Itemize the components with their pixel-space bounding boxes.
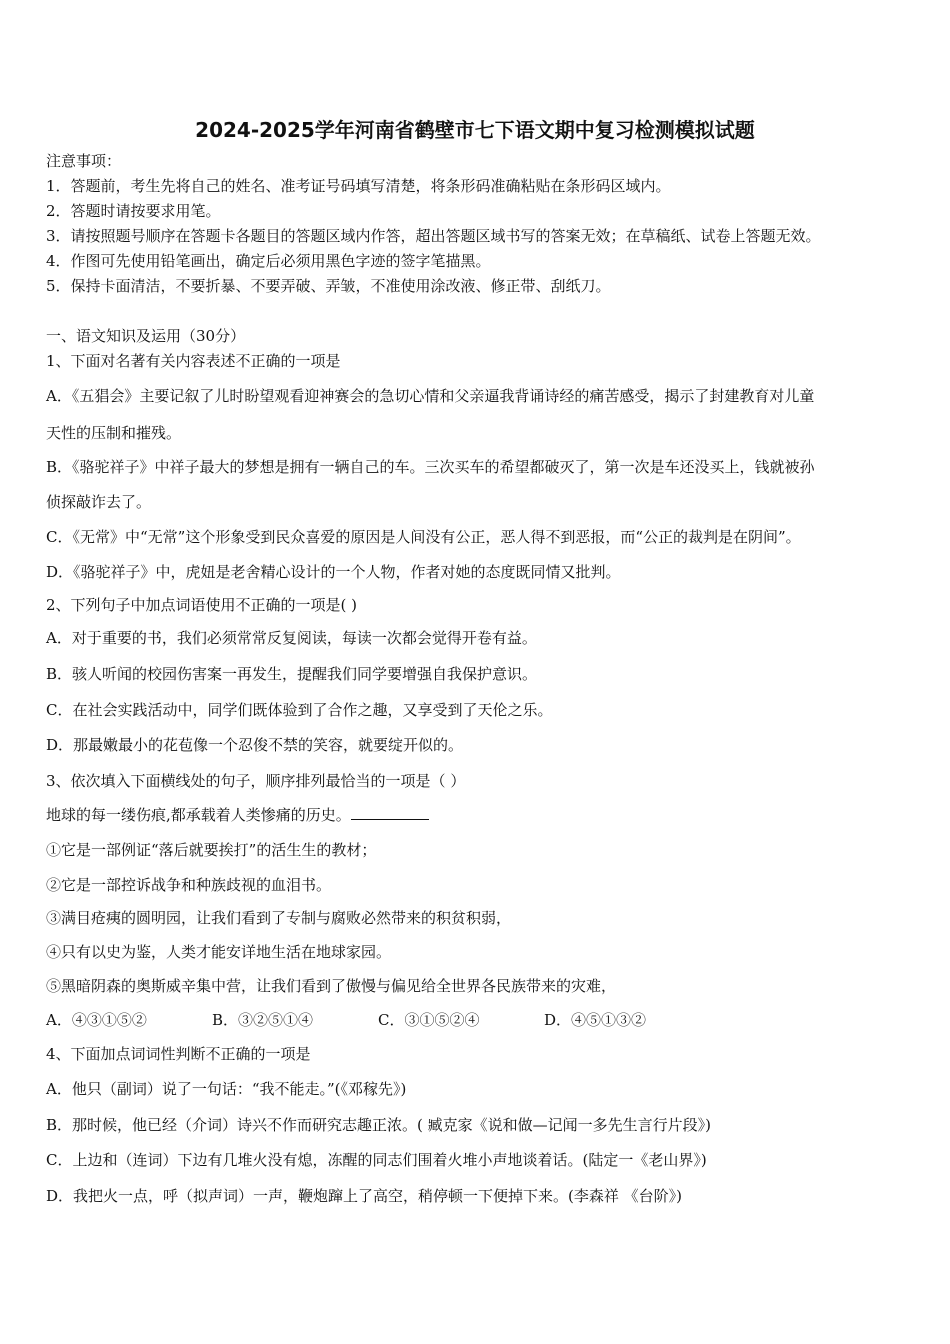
question-3-options xyxy=(46,1010,710,1030)
question-1-option-a: A．《五猖会》主要记叙了儿时盼望观看迎神赛会的急切心情和父亲逼我背诵诗经的痛苦感受，揭示了封建教育对儿童 xyxy=(46,387,815,405)
question-2-option-b: B．骇人听闻的校园伤害案一再发生，提醒我们同学要增强自我保护意识。 xyxy=(46,665,538,683)
question-4-option-c: C．上边和（连词）下边有几堆火没有熄，冻醒的同志们围着火堆小声地谈着话。(陆定一《老山界》) xyxy=(46,1151,707,1169)
notice-item: 4．作图可先使用铅笔画出，确定后必须用黑色字迹的签字笔描黑。 xyxy=(46,252,491,270)
question-3-lead xyxy=(46,805,429,825)
question-3-option-b: B．③②⑤①④ xyxy=(212,1011,314,1029)
question-3-option-a: A．④③①⑤② xyxy=(46,1011,147,1029)
question-2-option-c: C．在社会实践活动中，同学们既体验到了合作之趣，又享受到了天伦之乐。 xyxy=(46,701,553,719)
question-4-option-d: D．我把火一点，呼（拟声词）一声，鞭炮蹿上了高空，稍停顿一下便掉下来。(李森祥 《台阶》) xyxy=(46,1187,683,1205)
question-2-option-d: D．那最嫩最小的花苞像一个忍俊不禁的笑容，就要绽开似的。 xyxy=(46,736,464,754)
question-1-option-c: C．《无常》中“无常”这个形象受到民众喜爱的原因是人间没有公正，恶人得不到恶报，而“公正的裁判是在阴间”。 xyxy=(46,528,801,546)
question-3-item: ⑤黑暗阴森的奥斯威辛集中营，让我们看到了傲慢与偏见给全世界各民族带来的灾难， xyxy=(46,977,617,995)
question-4-option-b: B．那时候，他已经（介词）诗兴不作而研究志趣正浓。( 臧克家《说和做—记闻一多先生言行片段》) xyxy=(46,1116,711,1134)
notice-item: 2．答题时请按要求用笔。 xyxy=(46,202,221,220)
question-1-option-a-cont: 天性的压制和摧残。 xyxy=(46,424,182,442)
notice-item: 1．答题前，考生先将自己的姓名、准考证号码填写清楚，将条形码准确粘贴在条形码区域内。 xyxy=(46,177,671,195)
section-heading: 一、语文知识及运用（30分） xyxy=(46,327,246,345)
notice-item: 5．保持卡面清洁，不要折暴、不要弄破、弄皱，不准使用涂改液、修正带、刮纸刀。 xyxy=(46,277,611,295)
notice-item: 3．请按照题号顺序在答题卡各题目的答题区域内作答，超出答题区域书写的答案无效；在草稿纸、试卷上答题无效。 xyxy=(46,227,821,245)
question-3-option-c: C．③①⑤②④ xyxy=(378,1011,480,1029)
question-1-option-d: D．《骆驼祥子》中，虎妞是老舍精心设计的一个人物，作者对她的态度既同情又批判。 xyxy=(46,563,621,581)
question-3-item: ④只有以史为鉴，人类才能安详地生活在地球家园。 xyxy=(46,943,392,961)
notice-heading: 注意事项： xyxy=(46,152,122,170)
answer-blank xyxy=(351,805,429,820)
question-3-stem: 3、依次填入下面横线处的句子，顺序排列最恰当的一项是（ ） xyxy=(46,772,466,790)
question-3-item: ②它是一部控诉战争和种族歧视的血泪书。 xyxy=(46,876,332,894)
question-3-item: ①它是一部例证“落后就要挨打”的活生生的教材； xyxy=(46,841,377,859)
question-1-stem: 1、下面对名著有关内容表述不正确的一项是 xyxy=(46,352,341,370)
question-3-item: ③满目疮痍的圆明园，让我们看到了专制与腐败必然带来的积贫积弱， xyxy=(46,909,512,927)
question-2-stem: 2、下列句子中加点词语使用不正确的一项是( ) xyxy=(46,596,358,614)
question-1-option-b-cont: 侦探敲诈去了。 xyxy=(46,493,152,511)
question-3-lead-text: 地球的每一缕伤痕,都承载着人类惨痛的历史。 xyxy=(46,806,351,824)
question-4-option-a: A．他只（副词）说了一句话：“我不能走。”(《邓稼先》) xyxy=(46,1080,407,1098)
question-4-stem: 4、下面加点词词性判断不正确的一项是 xyxy=(46,1045,311,1063)
page-title: 2024-2025学年河南省鹤壁市七下语文期中复习检测模拟试题 xyxy=(195,118,755,142)
question-3-option-d: D．④⑤①③② xyxy=(544,1011,647,1029)
question-2-option-a: A．对于重要的书，我们必须常常反复阅读，每读一次都会觉得开卷有益。 xyxy=(46,629,537,647)
question-1-option-b: B．《骆驼祥子》中祥子最大的梦想是拥有一辆自己的车。三次买车的希望都破灭了，第一次是车还没买上，钱就被孙 xyxy=(46,458,815,476)
